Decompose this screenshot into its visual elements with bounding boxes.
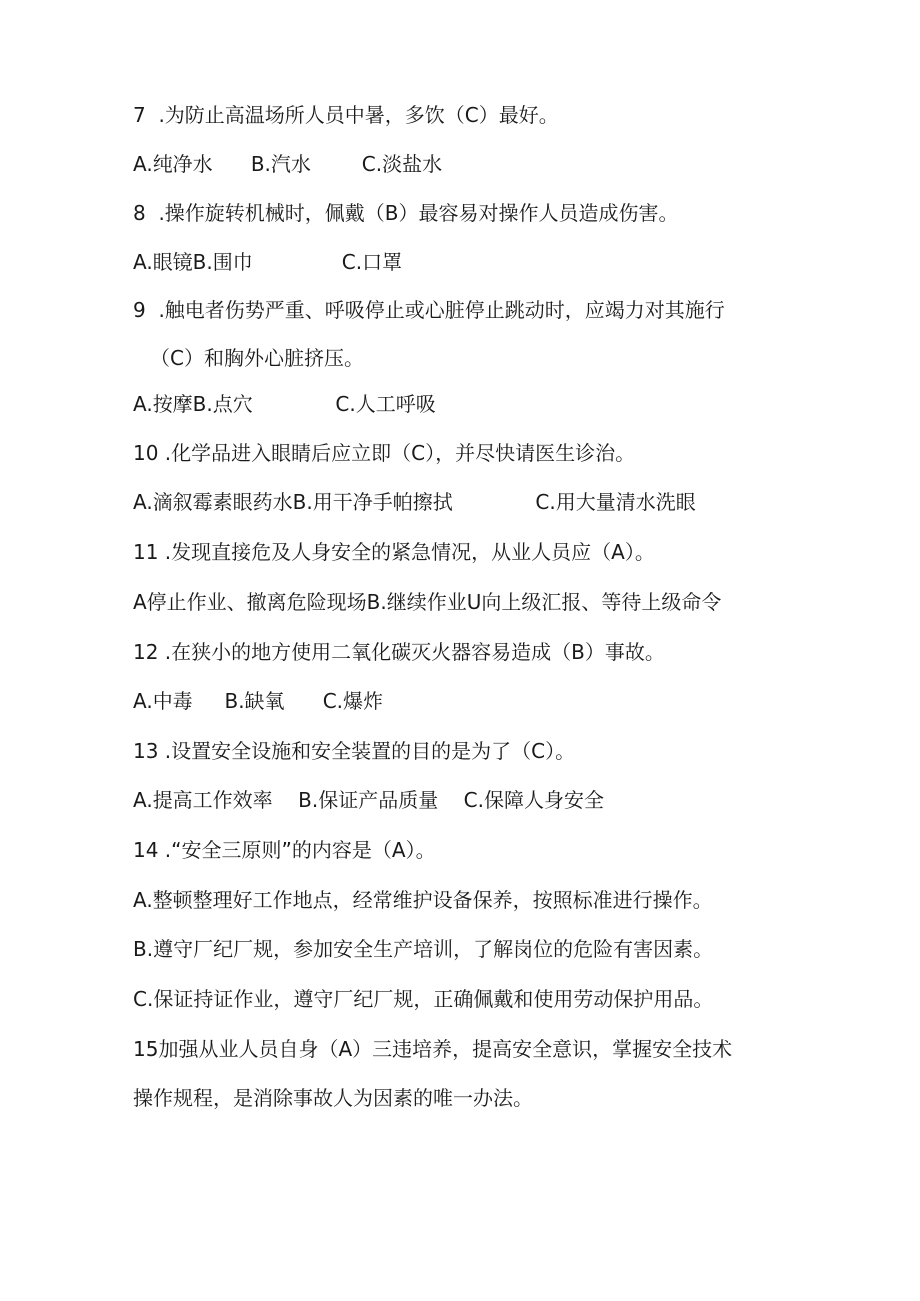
question-14: 14 .“安全三原则”的内容是（A）。 bbox=[133, 838, 436, 862]
question-8-options: A.眼镜B.围巾 C.口罩 bbox=[133, 250, 403, 274]
question-8: 8 .操作旋转机械时，佩戴（B）最容易对操作人员造成伤害。 bbox=[133, 201, 679, 225]
question-11-options: A停止作业、撤离危险现场B.继续作业U向上级汇报、等待上级命令 bbox=[133, 590, 722, 614]
question-10-options: A.滴叙霉素眼药水B.用干净手帕擦拭 C.用大量清水洗眼 bbox=[133, 490, 696, 514]
question-9-options: A.按摩B.点穴 C.人工呼吸 bbox=[133, 392, 436, 416]
question-12: 12 .在狭小的地方使用二氧化碳灭火器容易造成（B）事故。 bbox=[133, 640, 665, 664]
question-15-continued: 操作规程，是消除事故人为因素的唯一办法。 bbox=[133, 1086, 533, 1110]
question-14-option-c: C.保证持证作业，遵守厂纪厂规，正确佩戴和使用劳动保护用品。 bbox=[133, 987, 714, 1011]
question-11: 11 .发现直接危及人身安全的紧急情况，从业人员应（A）。 bbox=[133, 540, 655, 564]
question-14-option-b: B.遵守厂纪厂规，参加安全生产培训，了解岗位的危险有害因素。 bbox=[133, 937, 714, 961]
question-12-options: A.中毒 B.缺氧 C.爆炸 bbox=[133, 689, 384, 713]
question-9: 9 .触电者伤势严重、呼吸停止或心脏停止跳动时，应竭力对其施行 bbox=[133, 298, 725, 322]
question-9-continued: （C）和胸外心脏挤压。 bbox=[150, 346, 364, 370]
question-15: 15加强从业人员自身（A）三违培养，提高安全意识，掌握安全技术 bbox=[133, 1037, 733, 1061]
question-14-option-a: A.整顿整理好工作地点，经常维护设备保养，按照标准进行操作。 bbox=[133, 888, 713, 912]
question-10: 10 .化学品进入眼睛后应立即（C），并尽快请医生诊治。 bbox=[133, 441, 636, 465]
question-13-options: A.提高工作效率 B.保证产品质量 C.保障人身安全 bbox=[133, 788, 604, 812]
question-13: 13 .设置安全设施和安全装置的目的是为了（C）。 bbox=[133, 739, 576, 763]
question-7: 7 .为防止高温场所人员中暑，多饮（C）最好。 bbox=[133, 103, 559, 127]
question-7-options: A.纯净水 B.汽水 C.淡盐水 bbox=[133, 152, 443, 176]
